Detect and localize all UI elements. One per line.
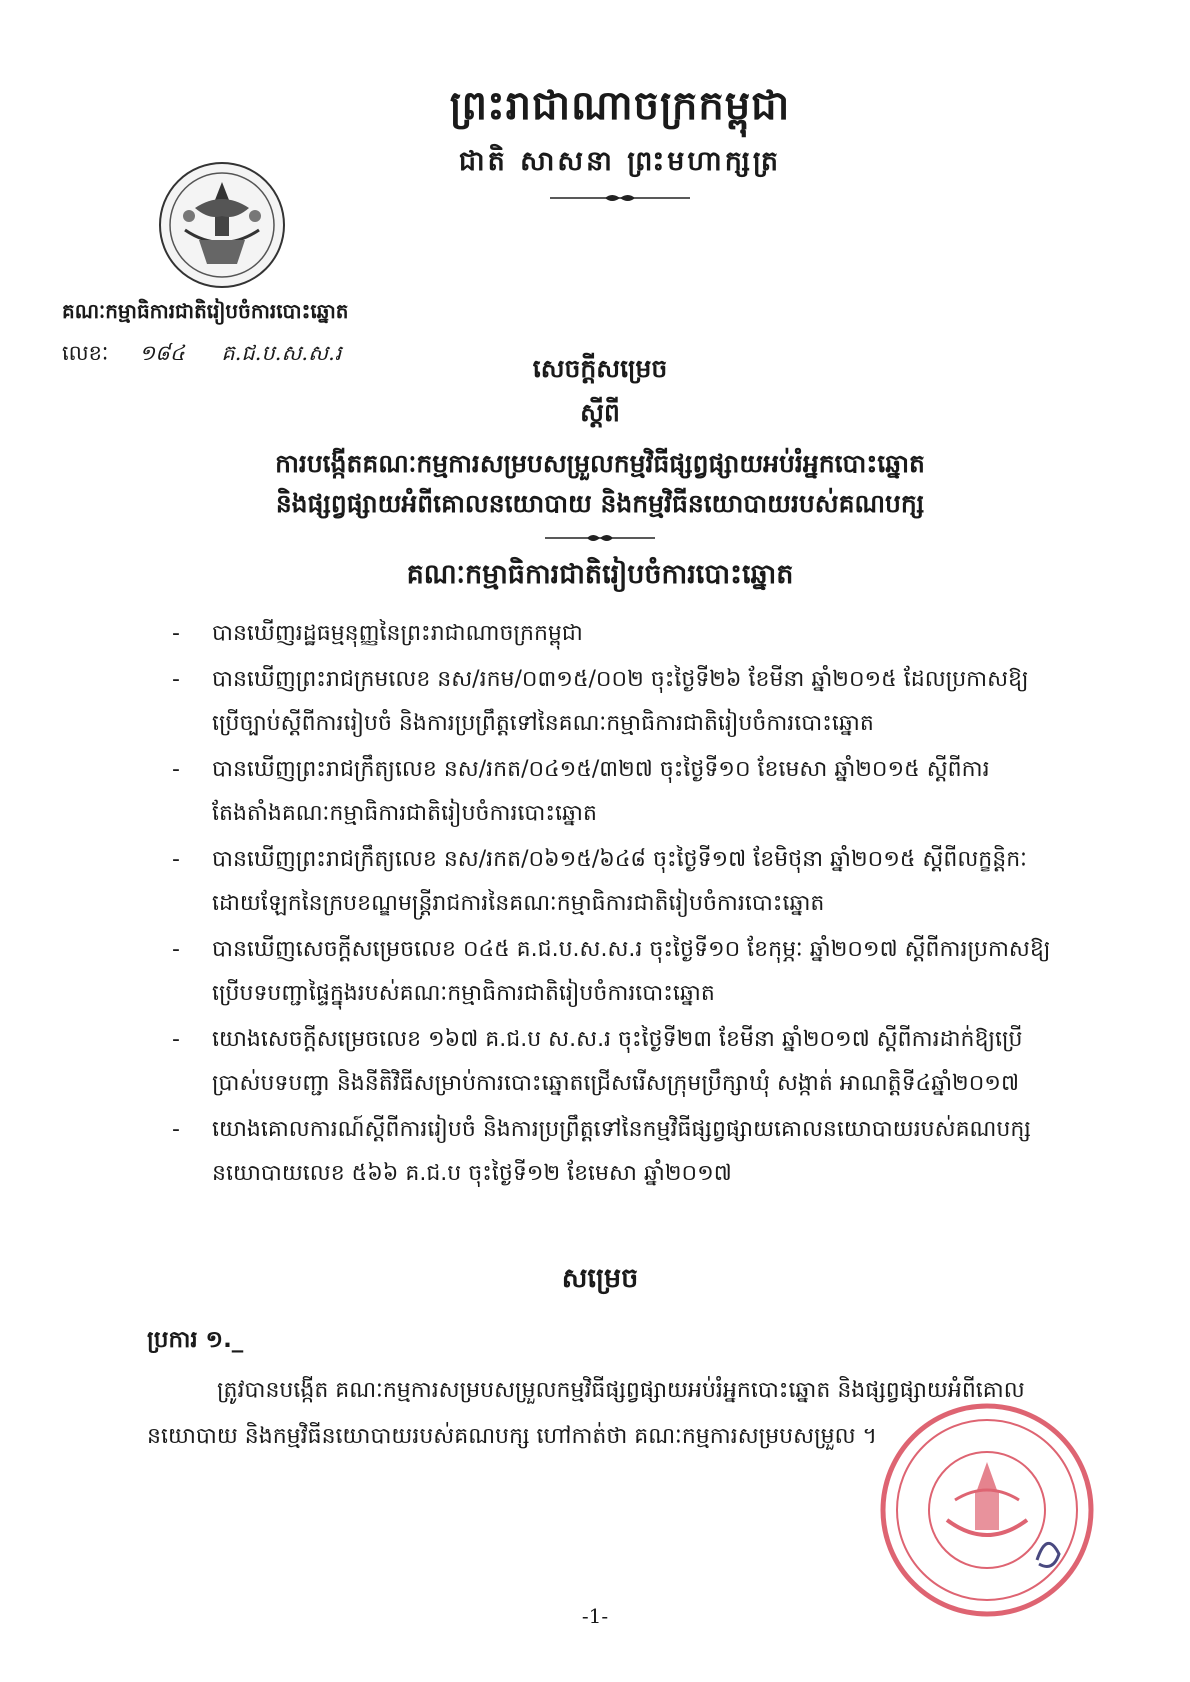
recitals-list — [172, 612, 1052, 1198]
decide-heading: សម្រេច — [561, 1263, 639, 1294]
list-item: - បានឃើញរដ្ឋធម្មនុញ្ញនៃព្រះរាជាណាចក្រកម្ពុជា — [172, 621, 583, 646]
official-seal-icon — [877, 1400, 1097, 1620]
subject-divider-icon — [545, 532, 655, 544]
decision-heading — [150, 354, 1050, 544]
number-label: លេខៈ — [62, 341, 109, 365]
list-item: - យោងគោលការណ៍ស្ដីពីការរៀបចំ និងការប្រព្រឹត្តទៅនៃកម្មវិធីផ្សព្វផ្សាយគោលនយោបាយរបស់គណបក្សនយោបាយលេខ ៥៦៦ គ.ជ.ប ចុះថ្ងៃទី១២ ខែមេសា ឆ្នាំ២០១៧ — [172, 1117, 1031, 1186]
list-item: - បានឃើញព្រះរាជក្រមលេខ នស/រកម/០៣១៥/០០២ ចុះថ្ងៃទី២៦ ខែមីនា ឆ្នាំ២០១៥ ដែលប្រកាសឱ្យប្រើច្បាប់ស្ដីពីការរៀបចំ និងការប្រព្រឹត្តទៅនៃគណៈកម្មាធិការជាតិរៀបចំការបោះឆ្នោត — [172, 667, 1029, 736]
subject-line-1: ការបង្កើតគណៈកម្មការសម្របសម្រួលកម្មវិធីផ្សព្វផ្សាយអប់រំអ្នកបោះឆ្នោត — [275, 449, 925, 478]
list-item: - បានឃើញសេចក្ដីសម្រេចលេខ ០៤៥ គ.ជ.ប.ស.ស.រ ចុះថ្ងៃទី១០ ខែកុម្ភៈ ឆ្នាំ២០១៧ ស្ដីពីការប្រកាសឱ្យប្រើបទបញ្ជាផ្ទៃក្នុងរបស់គណៈកម្មាធិការជាតិរៀបចំការបោះឆ្នោត — [172, 937, 1051, 1006]
about-label: ស្ដីពី — [580, 398, 620, 427]
page-number: -1- — [581, 1604, 609, 1628]
number-value: ១៨៤ — [139, 341, 185, 365]
kingdom-header — [380, 80, 860, 204]
kingdom-title: ព្រះរាជាណាចក្រកម្ពុជា — [449, 83, 791, 129]
article-number: ប្រការ ១._ — [147, 1327, 244, 1353]
ornament-divider-icon — [550, 192, 690, 204]
list-item: - បានឃើញព្រះរាជក្រឹត្យលេខ នស/រកត/០៦១៥/៦៤៨ ចុះថ្ងៃទី១៧ ខែមិថុនា ឆ្នាំ២០១៥ ស្ដីពីលក្ខន្តិកៈដោយឡែកនៃក្របខណ្ឌមន្ត្រីរាជការនៃគណៈកម្មាធិការជាតិរៀបចំការបោះឆ្នោត — [172, 847, 1027, 916]
list-item: - យោងសេចក្ដីសម្រេចលេខ ១៦៧ គ.ជ.ប ស.ស.រ ចុះថ្ងៃទី២៣ ខែមីនា ឆ្នាំ២០១៧ ស្ដីពីការដាក់ឱ្យប្រើប្រាស់បទបញ្ជា និងនីតិវិធីសម្រាប់ការបោះឆ្នោតជ្រើសរើសក្រុមប្រឹក្សាឃុំ សង្កាត់ អាណត្តិទី៤ឆ្នាំ២០១៧ — [172, 1027, 1023, 1096]
authority-heading: គណៈកម្មាធិការជាតិរៀបចំការបោះឆ្នោត — [406, 559, 794, 590]
issuer-name: គណៈកម្មាធិការជាតិរៀបចំការបោះឆ្នោត — [62, 299, 349, 323]
decision-subject — [150, 444, 1050, 524]
list-item: - បានឃើញព្រះរាជក្រឹត្យលេខ នស/រកត/០៤១៥/៣២៧ ចុះថ្ងៃទី១០ ខែមេសា ឆ្នាំ២០១៥ ស្ដីពីការតែងតាំងគណៈកម្មាធិការជាតិរៀបចំការបោះឆ្នោត — [172, 757, 990, 826]
number-suffix: គ.ជ.ប.ស.ស.រ — [221, 341, 342, 365]
article-body: ត្រូវបានបង្កើត គណៈកម្មការសម្របសម្រួលកម្មវិធីផ្សព្វផ្សាយអប់រំអ្នកបោះឆ្នោត និងផ្សព្វផ្សាយអំពីគោលនយោបាយ និងកម្មវិធីនយោបាយរបស់គណបក្ស ហៅកាត់ថា គណៈកម្មការសម្របសម្រួល ។ — [147, 1378, 1025, 1449]
document-type: សេចក្ដីសម្រេច — [532, 354, 668, 383]
national-emblem-icon — [155, 160, 290, 290]
kingdom-motto: ជាតិ សាសនា ព្រះមហាក្សត្រ — [458, 146, 782, 177]
subject-line-2: និងផ្សព្វផ្សាយអំពីគោលនយោបាយ និងកម្មវិធីនយោបាយរបស់គណបក្ស — [275, 489, 925, 518]
